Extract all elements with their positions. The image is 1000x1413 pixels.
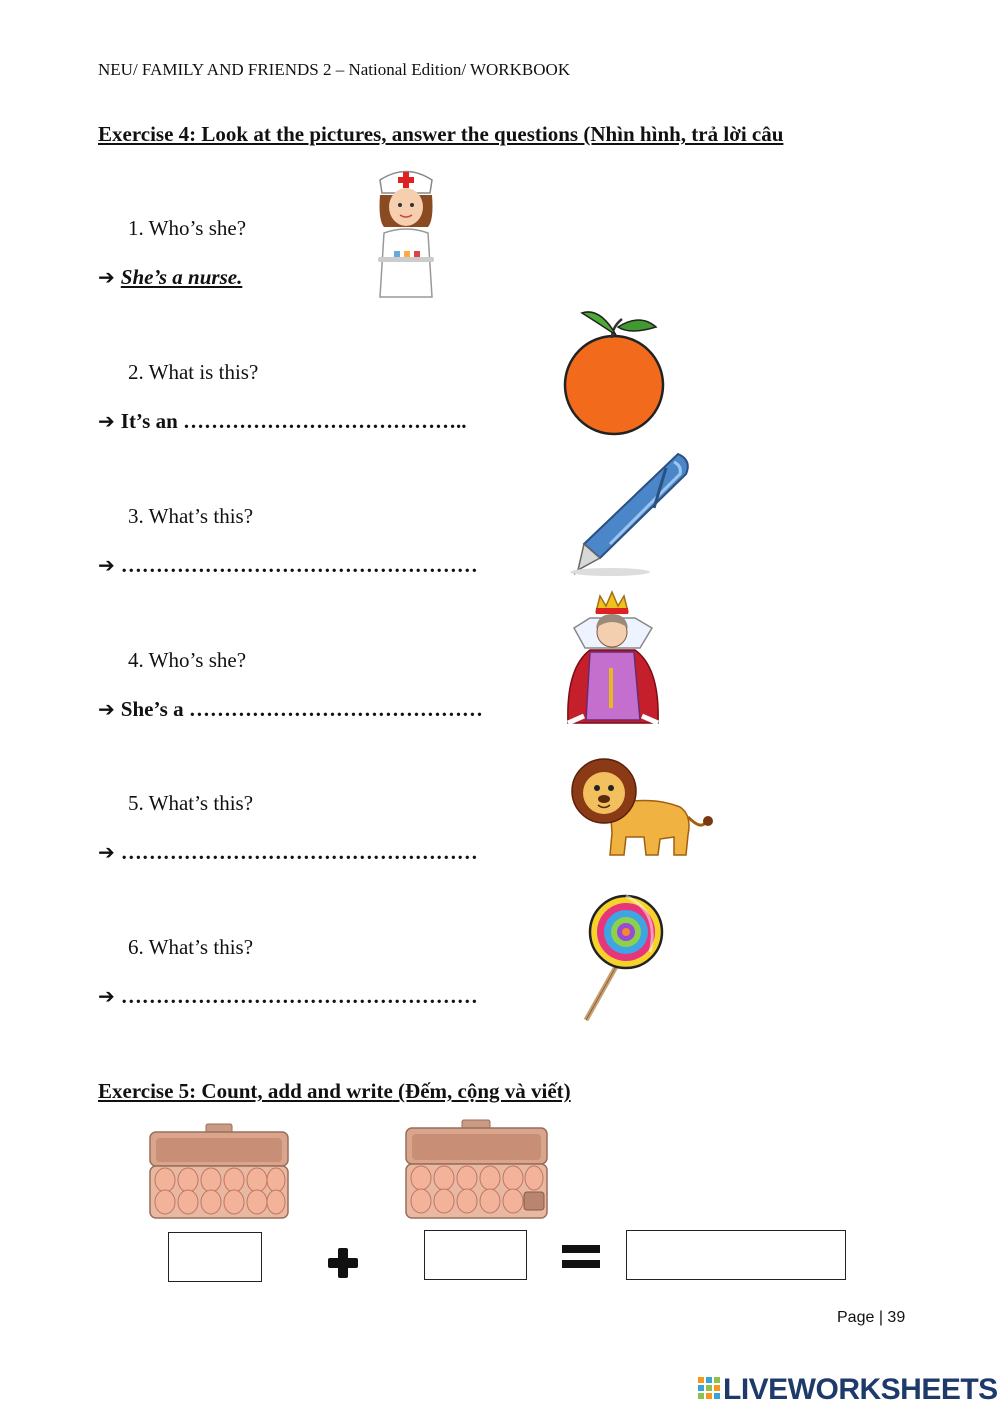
exercise-5-title (98, 1079, 571, 1104)
answer-4-row (98, 697, 483, 722)
arrow-icon: ➔ (98, 697, 115, 721)
answer-6-row (98, 984, 478, 1009)
arrow-icon: ➔ (98, 984, 115, 1008)
arrow-icon: ➔ (98, 409, 115, 433)
answer-3-row (98, 553, 478, 578)
arrow-icon: ➔ (98, 840, 115, 864)
answer-5-blank[interactable]: …………………………………………… (120, 840, 478, 864)
logo-text: LIVEWORKSHEETS (723, 1373, 998, 1406)
egg-carton-icon (404, 1118, 549, 1222)
liveworksheets-logo (698, 1373, 998, 1407)
answer-5-row (98, 840, 478, 865)
logo-grid-icon (698, 1377, 720, 1399)
exercise-5-subtitle: (Đếm, cộng và viết) (392, 1079, 571, 1103)
question-1: 1. Who’s she? (128, 216, 247, 240)
exercise-5-title-main: Exercise 5: Count, add and write (98, 1079, 393, 1103)
count-box-1[interactable] (168, 1232, 262, 1282)
answer-4-blank[interactable]: …………………………………… (188, 697, 483, 721)
answer-4-prefix: She’s a (120, 697, 189, 721)
page-number: Page | 39 (837, 1309, 906, 1326)
sum-box[interactable] (626, 1230, 846, 1280)
question-5: 5. What’s this? (128, 791, 254, 815)
arrow-icon: ➔ (98, 553, 115, 577)
answer-1-row (98, 265, 242, 290)
orange-icon (560, 305, 670, 437)
exercise-4-title: Exercise 4: Look at the pictures, answer the questions (Nhìn hình, trả lời câu (98, 122, 784, 146)
workbook-header: NEU/ FAMILY AND FRIENDS 2 – National Edition/ WORKBOOK (98, 60, 571, 79)
arrow-icon: ➔ (98, 265, 115, 289)
answer-2-prefix: It’s an (120, 409, 183, 433)
pen-icon (570, 448, 695, 576)
question-4: 4. Who’s she? (128, 648, 247, 672)
question-6: 6. What’s this? (128, 935, 254, 959)
answer-6-blank[interactable]: …………………………………………… (120, 984, 478, 1008)
count-box-2[interactable] (424, 1230, 527, 1280)
question-2: 2. What is this? (128, 360, 259, 384)
answer-1-model: She’s a nurse. (120, 265, 243, 289)
egg-carton-icon (148, 1122, 290, 1222)
lollipop-icon (580, 892, 670, 1024)
lion-icon (570, 755, 715, 865)
nurse-icon (370, 165, 442, 300)
queen-icon (560, 588, 665, 726)
answer-2-blank[interactable]: ………………………………….. (183, 409, 467, 433)
question-3: 3. What’s this? (128, 504, 254, 528)
equals-icon (562, 1244, 600, 1270)
plus-icon (327, 1247, 359, 1279)
answer-2-row (98, 409, 467, 434)
answer-3-blank[interactable]: …………………………………………… (120, 553, 478, 577)
